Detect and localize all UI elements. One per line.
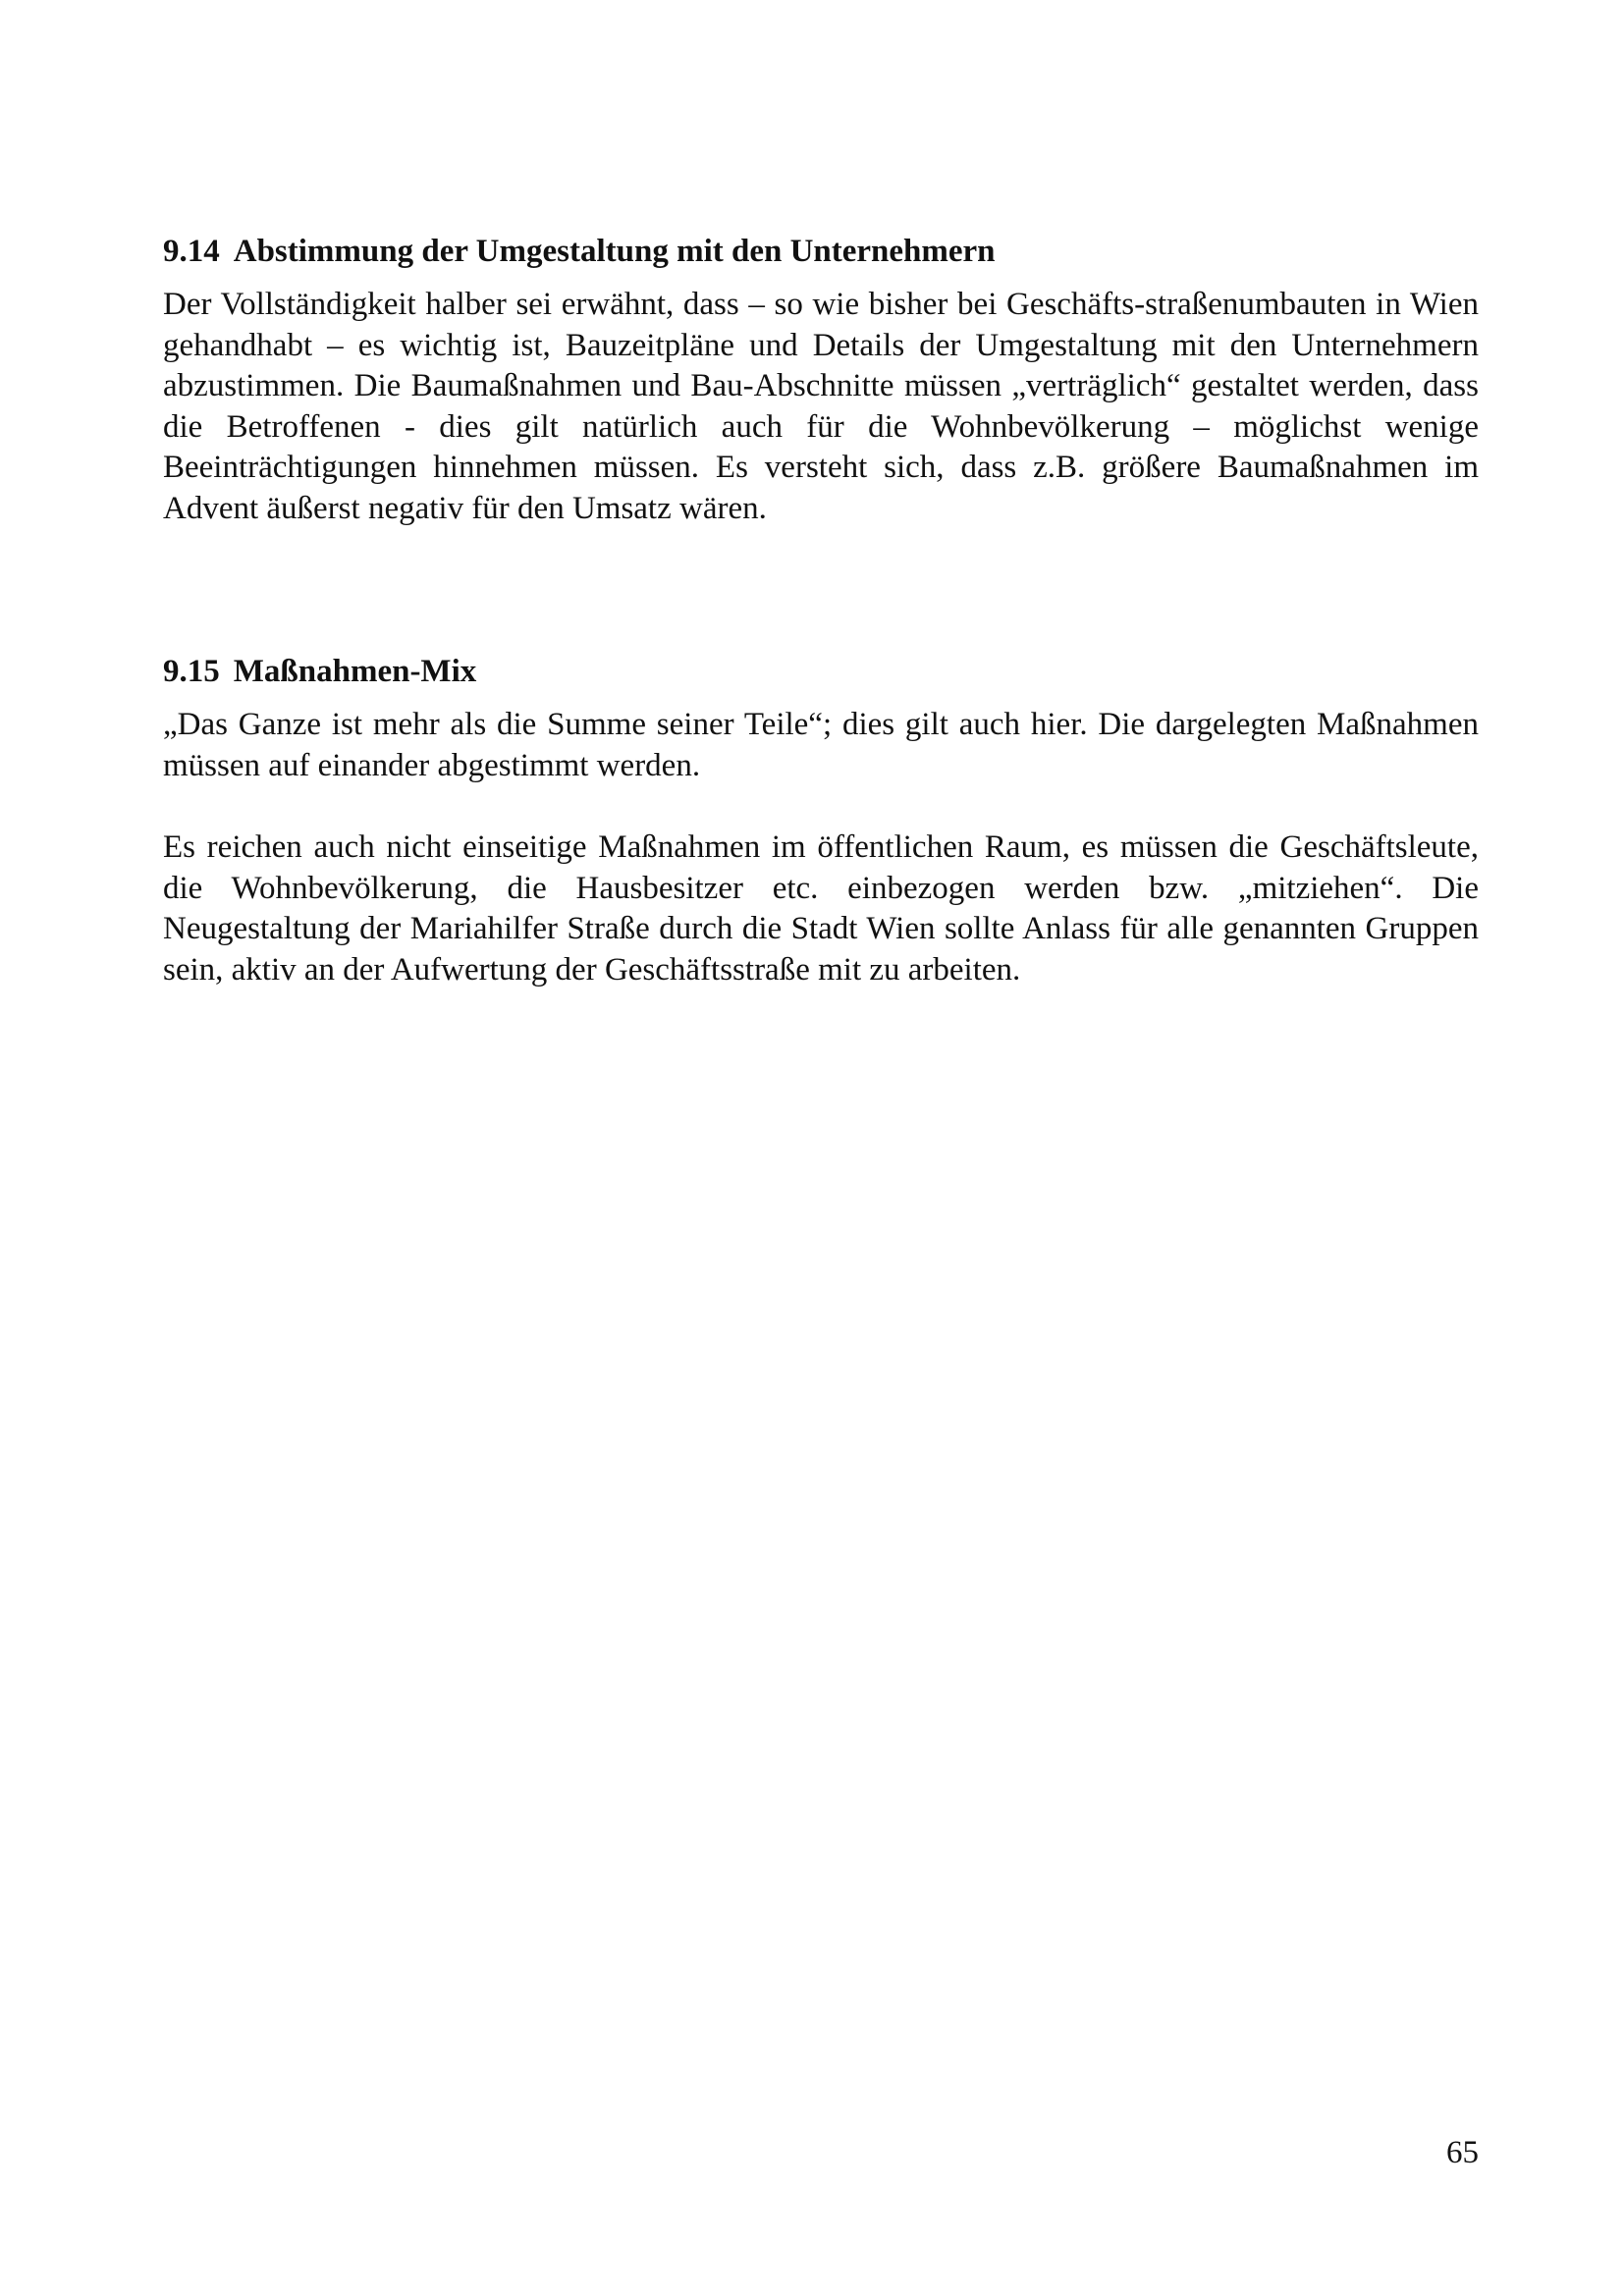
section-number: 9.15 bbox=[163, 654, 220, 689]
section-title: Abstimmung der Umgestaltung mit den Unternehmern bbox=[233, 234, 996, 269]
page-number: 65 bbox=[1446, 2135, 1479, 2170]
section-9-15 bbox=[163, 652, 1479, 990]
section-9-14 bbox=[163, 232, 1479, 529]
section-title: Maßnahmen-Mix bbox=[233, 654, 477, 689]
section-heading bbox=[163, 652, 1479, 691]
section-number: 9.14 bbox=[163, 234, 220, 269]
section-paragraph: Der Vollständigkeit halber sei erwähnt, dass – so wie bisher bei Geschäfts-straßenumbauten in Wien gehandhabt – es wichtig ist, Bauzeitpläne und Details der Umgestaltung mit den Unternehmern abzustimmen. Die Baumaßnahmen und Bau-Abschnitte müssen „verträglich“ gestaltet werden, dass die Betroffenen - dies gilt natürlich auch für die Wohnbevölkerung – möglichst wenige Beeinträchtigungen hinnehmen müssen. Es versteht sich, dass z.B. größere Baumaßnahmen im Advent äußerst negativ für den Umsatz wären. bbox=[163, 287, 1479, 526]
section-heading bbox=[163, 232, 1479, 271]
section-paragraph: „Das Ganze ist mehr als die Summe seiner Teile“; dies gilt auch hier. Die dargelegten Maßnahmen müssen auf einander abgestimmt werden. bbox=[163, 707, 1479, 783]
section-paragraph: Es reichen auch nicht einseitige Maßnahmen im öffentlichen Raum, es müssen die Geschäftsleute, die Wohnbevölkerung, die Hausbesitzer etc. einbezogen werden bzw. „mitziehen“. Die Neugestaltung der Mariahilfer Straße durch die Stadt Wien sollte Anlass für alle genannten Gruppen sein, aktiv an der Aufwertung der Geschäftsstraße mit zu arbeiten. bbox=[163, 829, 1479, 988]
